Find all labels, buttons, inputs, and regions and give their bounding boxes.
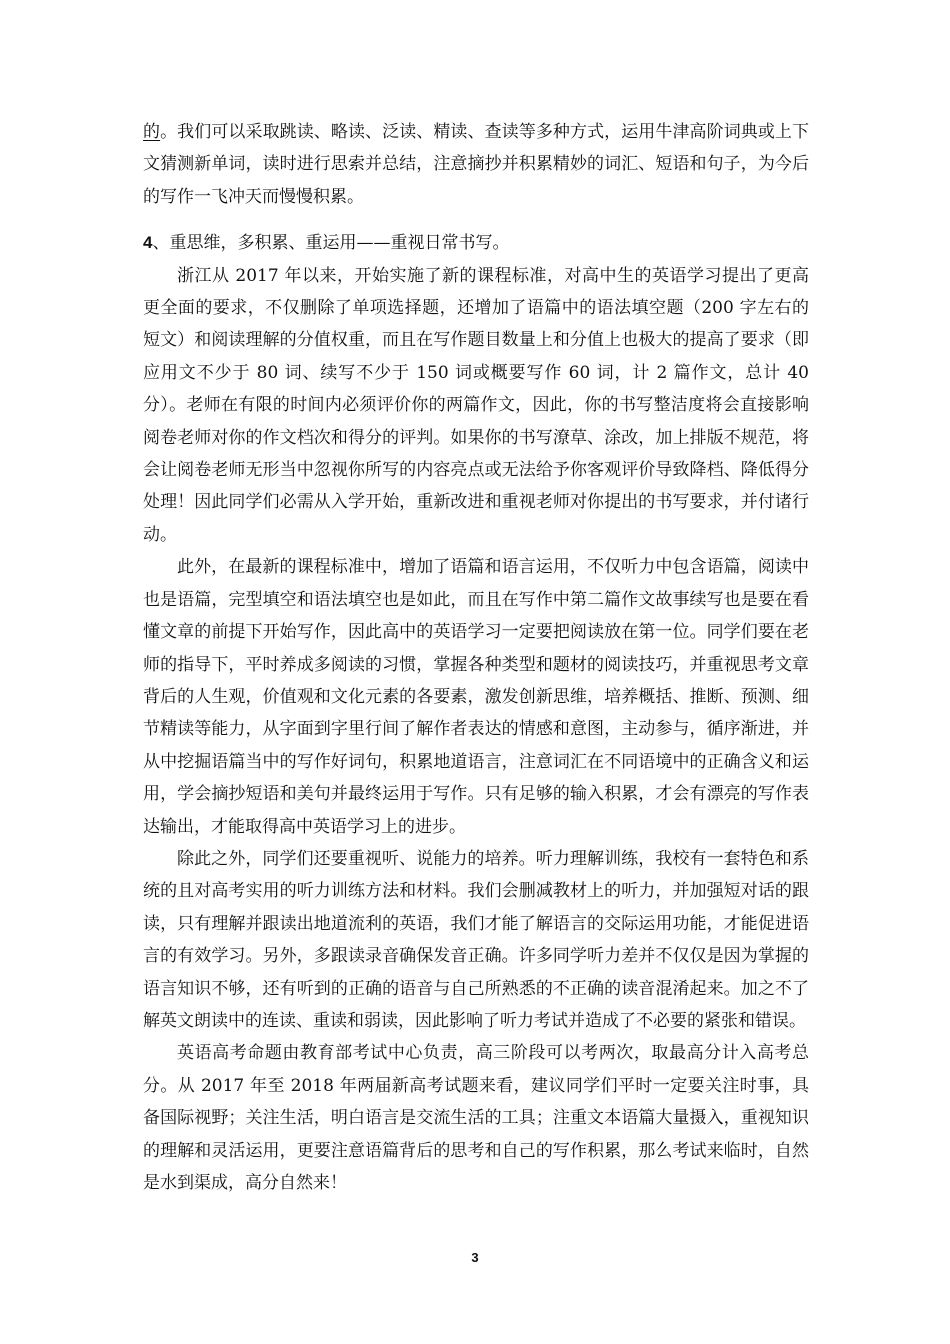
paragraph-listening: 除此之外，同学们还要重视听、说能力的培养。听力理解训练，我校有一套特色和系统的且对高考实用的听力训练方法和材料。我们会删减教材上的听力，并加强短对话的跟读，只有理解并跟读出地道流利的英语，我们才能了解语言的交际运用功能，才能促进语言的有效学习。另外，多跟读录音确保发音正确。许多同学听力差并不仅仅是因为掌握的语言知识不够，还有听到的正确的语音与自己所熟悉的不正确的读音混淆起来。加之不了解英文朗读中的连读、重读和弱读，因此影响了听力考试并造成了不必要的紧张和错误。 (143, 848, 809, 1031)
paragraph-reading: 此外，在最新的课程标准中，增加了语篇和语言运用，不仅听力中包含语篇，阅读中也是语篇，完型填空和语法填空也是如此，而且在写作中第二篇作文故事续写也是要在看懂文章的前提下开始写作，因此高中的英语学习一定要把阅读放在第一位。同学们要在老师的指导下，平时养成多阅读的习惯，掌握各种类型和题材的阅读技巧，并重视思考文章背后的人生观，价值观和文化元素的各要素，激发创新思维，培养概括、推断、预测、细节精读等能力，从字面到字里行间了解作者表达的情感和意图，主动参与，循序渐进，并从中挖掘语篇当中的写作好词句，积累地道语言，注意词汇在不同语境中的正确含义和运用，学会摘抄短语和美句并最终运用于写作。只有足够的输入积累，才会有漂亮的写作表达输出，才能取得高中英语学习上的进步。 (143, 557, 809, 837)
section-number: 4 (143, 233, 153, 253)
paragraph-curriculum: 浙江从 2017 年以来，开始实施了新的课程标准，对高中生的英语学习提出了更高更全面的要求，不仅删除了单项选择题，还增加了语篇中的语法填空题（200 字左右的短文）和阅读理解的分值权重，而且在写作题目数量上和分值上也极大的提高了要求（即应用文不少于 80 词、续写不少于 150 词或概要写作 60 词，计 2 篇作文，总计 40 分）。老师在有限的时间内必须评价你的两篇作文，因此，你的书写整洁度将会直接影响阅卷老师对你的作文档次和得分的评判。如果你的书写潦草、涂改，加上排版不规范，将会让阅卷老师无形当中忽视你所写的内容亮点或无法给予你客观评价导致降档、降低得分处理！因此同学们必需从入学开始，重新改进和重视老师对你提出的书写要求，并付诸行动。 (143, 265, 809, 545)
paragraph-exam: 英语高考命题由教育部考试中心负责，高三阶段可以考两次，取最高分计入高考总分。从 2017 年至 2018 年两届新高考试题来看，建议同学们平时一定要关注时事，具备国际视野；关注生活，明白语言是交流生活的工具；注重文本语篇大量摄入，重视知识的理解和灵活运用，更要注意语篇背后的思考和自己的写作积累，那么考试来临时，自然是水到渠成，高分自然来！ (143, 1043, 809, 1193)
section-heading-text: 、重思维，多积累、重运用——重视日常书写。 (152, 233, 510, 254)
page-number: 3 (471, 1250, 479, 1265)
lead-paragraph (143, 116, 809, 213)
page-body (143, 116, 809, 1199)
lead-paragraph-text: 。我们可以采取跳读、略读、泛读、精读、查读等多种方式，运用牛津高阶词典或上下文猜测新单词，读时进行思索并总结，注意摘抄并积累精妙的词汇、短语和句子，为今后的写作一飞冲天而慢慢积累。 (143, 122, 810, 207)
section-heading (143, 227, 809, 259)
underlined-text: 的 (143, 122, 161, 142)
